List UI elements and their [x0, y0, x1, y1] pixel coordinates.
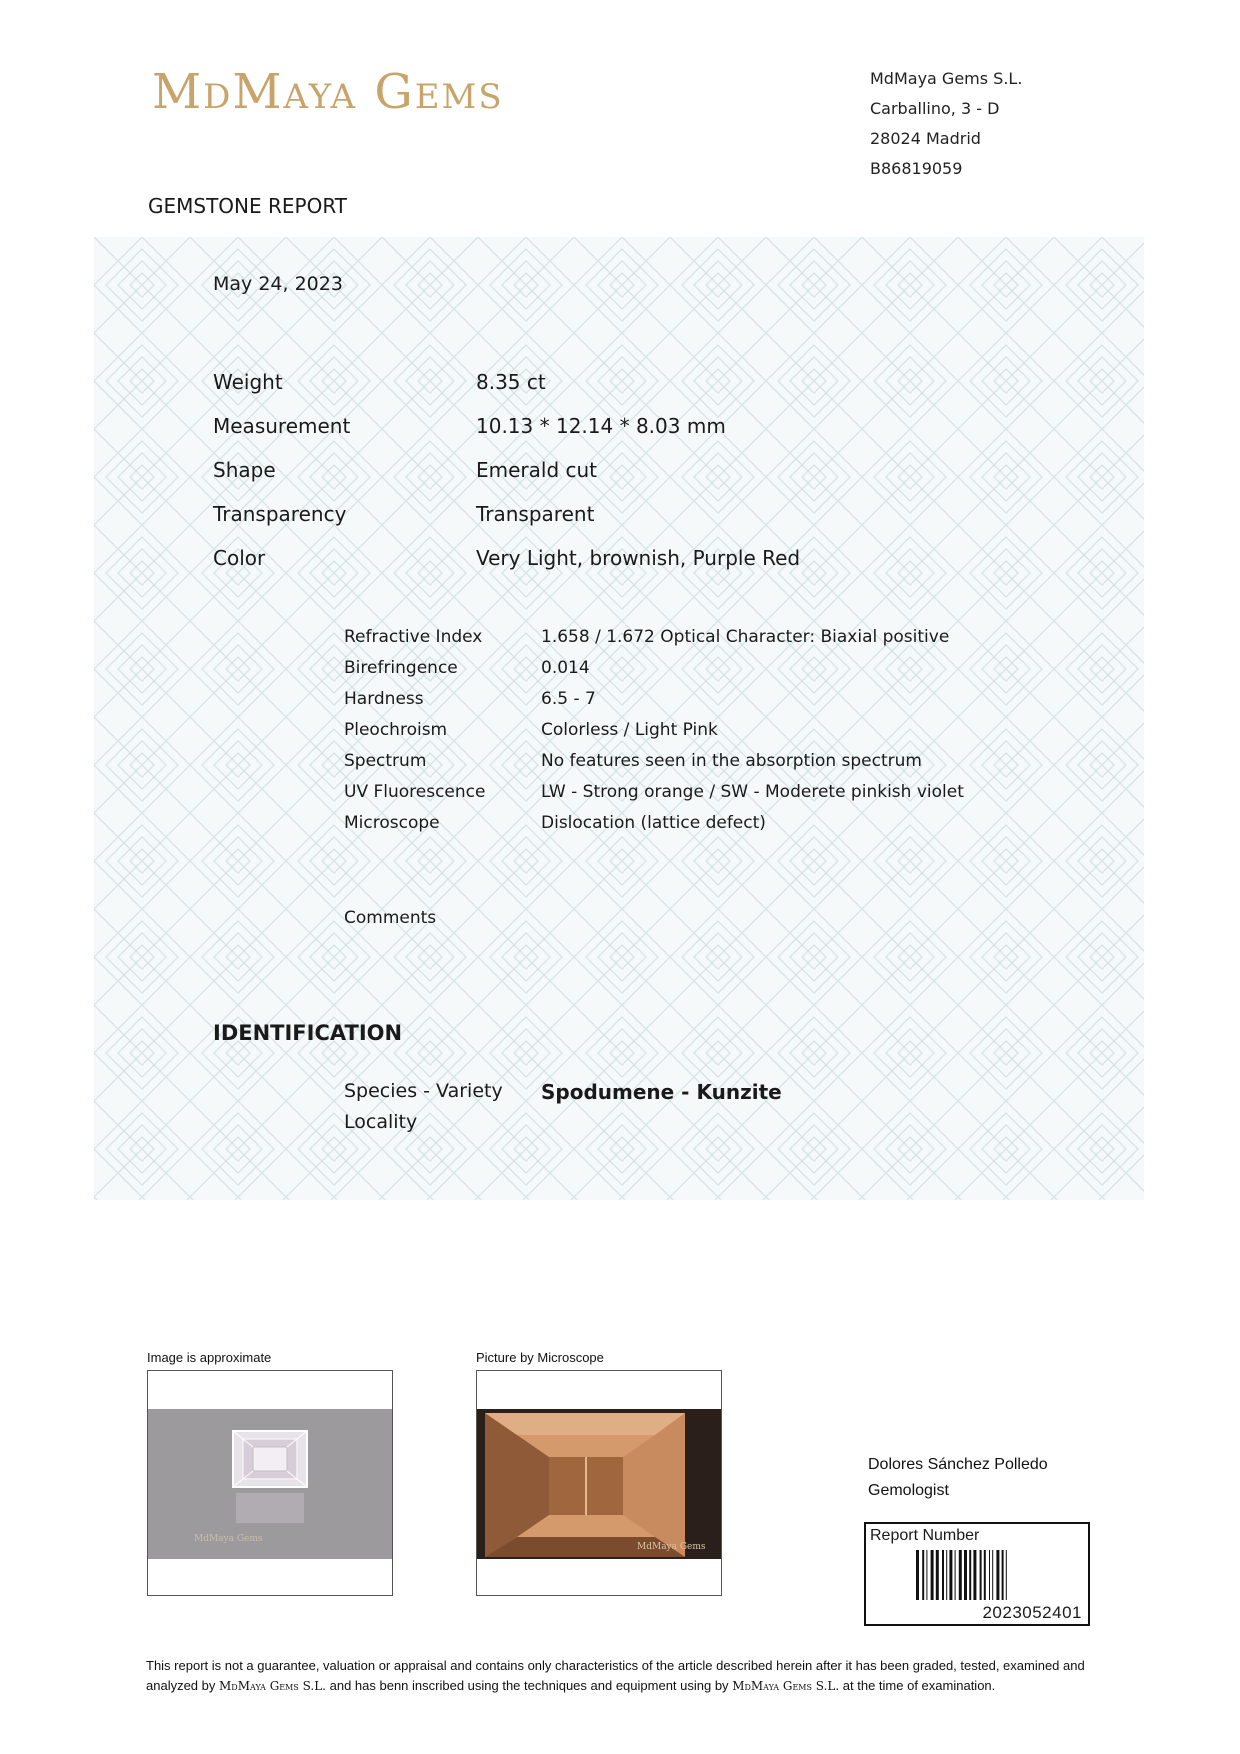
barcode-bar [1002, 1550, 1004, 1600]
report-title: GEMSTONE REPORT [148, 194, 347, 218]
microscope-label: Microscope [344, 813, 440, 833]
disclaimer-text [146, 1656, 1106, 1696]
birefringence-value: 0.014 [541, 658, 590, 678]
gemologist-signature-block [868, 1452, 1048, 1504]
company-name: MdMaya Gems S.L. [870, 69, 1023, 88]
pleochroism-value: Colorless / Light Pink [541, 720, 718, 740]
refractive-index-value: 1.658 / 1.672 Optical Character: Biaxial positive [541, 627, 950, 647]
company-logo: MdMaya Gems [152, 64, 504, 120]
approx-image-watermark: MdMaya Gems [194, 1534, 263, 1544]
comments-label: Comments [344, 908, 437, 928]
uv-fluorescence-label: UV Fluorescence [344, 782, 486, 802]
barcode-bar [969, 1550, 971, 1600]
report-number-value: 2023052401 [982, 1603, 1082, 1622]
hardness-label: Hardness [344, 689, 424, 709]
barcode-bar [922, 1550, 924, 1600]
birefringence-label: Birefringence [344, 658, 458, 678]
disclaimer-part-3: at the time of examination. [839, 1678, 996, 1693]
disclaimer-part-1: This report is not a guarantee, valuation or appraisal and contains only characteristics of the article described herein after it has been graded, tested, examined and analyzed by [146, 1658, 1085, 1693]
barcode-bar [942, 1550, 944, 1600]
company-tax-id: B86819059 [870, 159, 963, 178]
disclaimer-company-1: MdMaya Gems S.L. [219, 1679, 326, 1693]
report-number-box [864, 1522, 1090, 1626]
disclaimer-company-2: MdMaya Gems S.L. [732, 1679, 840, 1693]
spectrum-label: Spectrum [344, 751, 427, 771]
spectrum-value: No features seen in the absorption spectrum [541, 751, 922, 771]
barcode-bar [984, 1550, 986, 1600]
barcode-bar [959, 1550, 962, 1600]
disclaimer-part-2: and has benn inscribed using the techniques and equipment using by [326, 1678, 733, 1693]
weight-value: 8.35 ct [476, 370, 546, 394]
color-label: Color [213, 546, 266, 570]
barcode-bar [931, 1550, 934, 1600]
gemologist-name: Dolores Sánchez Polledo [868, 1456, 1048, 1473]
barcode-bar [916, 1550, 919, 1600]
company-address [870, 64, 1022, 184]
gem-image-microscope [476, 1370, 722, 1596]
shape-label: Shape [213, 458, 276, 482]
microscope-image-caption: Picture by Microscope [476, 1350, 604, 1365]
species-variety-value: Spodumene - Kunzite [541, 1080, 782, 1104]
identification-heading: IDENTIFICATION [213, 1021, 403, 1045]
gem-image-approximate [147, 1370, 393, 1596]
barcode-bar [973, 1550, 976, 1600]
report-date: May 24, 2023 [213, 273, 343, 295]
approximate-image-caption: Image is approximate [147, 1350, 272, 1365]
species-variety-label: Species - Variety [344, 1080, 503, 1102]
shape-value: Emerald cut [476, 458, 598, 482]
barcode-bar [955, 1550, 956, 1600]
barcode-bar [946, 1550, 947, 1600]
hardness-value: 6.5 - 7 [541, 689, 596, 709]
microscope-image-watermark: MdMaya Gems [637, 1542, 706, 1552]
measurement-value: 10.13 * 12.14 * 8.03 mm [476, 414, 726, 438]
color-value: Very Light, brownish, Purple Red [476, 546, 801, 570]
pleochroism-label: Pleochroism [344, 720, 448, 740]
uv-fluorescence-value: LW - Strong orange / SW - Moderete pinkish violet [541, 782, 964, 802]
barcode-bar [989, 1550, 990, 1600]
company-street: Carballino, 3 - D [870, 99, 1000, 118]
barcode-bar [980, 1550, 982, 1600]
barcode-bar [1006, 1550, 1007, 1600]
locality-label: Locality [344, 1111, 418, 1133]
report-number-label: Report Number [870, 1527, 980, 1544]
company-city: 28024 Madrid [870, 129, 981, 148]
transparency-value: Transparent [476, 502, 595, 526]
barcode-bar [964, 1550, 967, 1600]
barcode-bar [949, 1550, 952, 1600]
barcode-bar [992, 1550, 993, 1600]
measurement-label: Measurement [213, 414, 351, 438]
transparency-label: Transparency [213, 502, 347, 526]
weight-label: Weight [213, 370, 283, 394]
barcode [914, 1550, 1084, 1600]
barcode-bar [926, 1550, 927, 1600]
gemologist-title: Gemologist [868, 1482, 949, 1499]
microscope-value: Dislocation (lattice defect) [541, 813, 766, 833]
barcode-bar [996, 1550, 999, 1600]
refractive-index-label: Refractive Index [344, 627, 483, 647]
barcode-bar [936, 1550, 939, 1600]
